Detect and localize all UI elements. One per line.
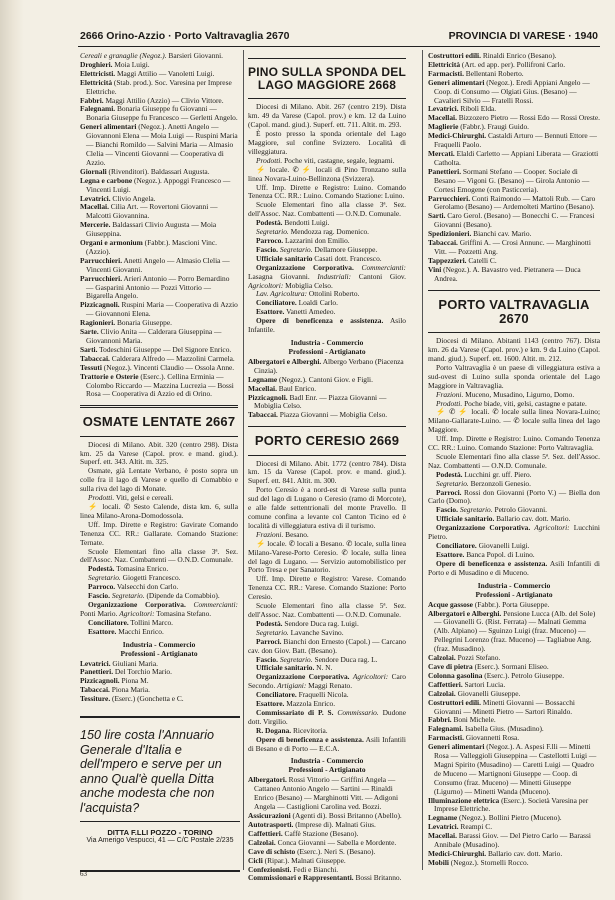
directory-entry: Sarte. Clivio Anita — Calderara Giuseppina — Giovannoni Maria. [80, 327, 222, 345]
directory-entry: Levatrici. Giuliani Maria. [80, 658, 158, 668]
directory-entry: Maglierie (Fabbr.). Fraugi Guido. [428, 122, 529, 132]
description-line: Podestà. Sendore Duca rag. Luigi. [256, 618, 359, 628]
section-heading-porto-ceresio [248, 426, 406, 455]
directory-entry: Costruttori edili. Minetti Giovanni — Bossacchi Giovanni — Minetti Pietro — Sartori Rinaldo. [428, 697, 575, 716]
section-title: OSMATE LENTATE 2667 [82, 414, 236, 430]
description-line: Conciliatore. Tollini Marco. [88, 617, 174, 627]
osmate-entries [80, 660, 238, 705]
directory-entry: Falegnami. Isabella Gius. (Musadino). [428, 724, 544, 734]
description-line: Parroco. Valsecchi don Carlo. [88, 582, 179, 592]
description-line: Scuole Elementari fino alla classe 3ª. Sez. dell'Assoc. Naz. Combattenti — O.N.D. Comunale. [80, 546, 238, 565]
description-line: Uff. Imp. Dirette e Registro: Gavirate Comando Tenenza CC. RR.: Gallarate. Comando Stazione: Ternate. [80, 519, 238, 547]
description-line: Organizzazione Corporativa. Commercianti: Lasagna Giovanni. Industriali: Cantoni Giov. Agricoltori: Mobiglia Celso. [248, 262, 406, 290]
azzio-entries [80, 52, 238, 399]
description-line: Porto Valtravaglia è un paese di villeggiatura estiva a sud-ovest di Luino sulla sponda orientale del Lago Maggiore in Valtravaglia. [428, 362, 600, 390]
directory-entry: Acque gassose (Fabbr.). Porta Giuseppe. [428, 599, 550, 609]
directory-entry: Sarti. Todeschini Giuseppe — Del Signore Enrico. [80, 344, 232, 354]
directory-entry: Farmacisti. Giovannetti Rosa. [428, 733, 520, 743]
description-line: Parroco. Lazzarini don Emilio. [256, 235, 350, 245]
directory-entry: Macellai. Bizzozero Pietro — Rossi Edo — Rossi Oreste. [428, 113, 600, 123]
industry-subheading: Industria - Commercio Professioni - Artigianato [288, 337, 366, 356]
porto-valtravaglia-entries [428, 601, 600, 868]
description-line: Osmate, già Lentate Verbano, è posto sopra un colle fra il lago di Varese e quello di Comabbio e sulla riva del lago di Monate. [80, 466, 238, 494]
ad-divider [80, 821, 240, 822]
directory-entry: Fabbri. Maggi Attilio (Azzio) — Clivio Vittore. [80, 95, 224, 105]
directory-entry: Commissionari e Rappresentanti. Bossi Britanno. [248, 873, 402, 882]
porto-ceresio-entries-cont [428, 52, 600, 284]
ad-address: Via Amerigo Vespucci, 41 — C/C Postale 2/235 [86, 837, 234, 844]
section-heading-pino [248, 58, 406, 99]
description-line: Organizzazione Corporativa. Agricoltori: Caro Secondo. Artigiani: Maggi Renato. [248, 672, 406, 691]
directory-entry: Generi alimentari (Negoz.). A. Aspesi F.lli — Minetti Rosa — Valleggioli Giuseppina — Castellotti Luigi — Magni Spirito (Musadino) — Caretti Luigi — Quadro de Muceno — Martignoni Giuseppe — Coop. di Consumo (fraz. Muceno) — Minetti Giuseppe (Ligurno) — Minetti Wanda (Muceno). [428, 742, 597, 796]
description-line: Frazioni. Besano. [256, 529, 309, 539]
page-number: 63 [80, 870, 87, 878]
directory-entry: Levatrici. Clivio Angela. [80, 193, 156, 203]
section-title: PINO SULLA SPONDA DEL LAGO MAGGIORE 2668 [248, 65, 406, 93]
directory-entry: Elettricisti. Maggi Attilio — Vanoletti Luigi. [80, 68, 215, 78]
running-header [80, 30, 598, 46]
description-line: R. Dogana. Ricevitoria. [256, 725, 328, 735]
osmate-description [80, 441, 238, 637]
directory-entry: Caffettieri. Sartori Lucia. [428, 679, 506, 689]
description-line: ⚡ locale. ✆ locali a Besano. ✆ locale, sulla linea Milano-Varese-Porto Ceresio. ✆ locale, sulla linea del lago di Lugano. — Servizio automobilistico per Porto Tresa e per Sanatorio. [248, 538, 406, 575]
directory-entry: Vini (Negoz.). A. Bavastro ved. Pietranera — Duca Andrea. [428, 264, 581, 283]
section-heading-osmate [80, 405, 238, 436]
directory-entry: Mercerie. Baldassari Clivio Augusta — Moia Giuseppina. [80, 220, 217, 239]
industry-subheading: Industria - Commercio Professioni - Artigianato [288, 756, 366, 775]
description-line: Esattore. Mazzola Enrico. [256, 699, 336, 709]
description-line: Opere di beneficenza e assistenza. Asili Infantili di Porto e di Musadino e di Muceno. [428, 558, 600, 577]
directory-entry: Assicurazioni (Agenti di). Bossi Britanno (Abello). [248, 811, 402, 821]
description-line: Diocesi di Milano. Abit. 267 (centro 219). Dista km. 49 da Varese (Capol. prov.) e km. 12 da Luino (Capol. mand. giud.). Superf. ett. 711. Altit. m. 293. [248, 102, 406, 130]
directory-entry: Legname (Negoz.). Bollini Pietro (Muceno). [428, 813, 562, 823]
description-line: Fascio. Segretario. Sendore Duca rag. L. [256, 654, 378, 664]
description-line: Diocesi di Milano. Abitanti 1143 (centro 767). Dista km. 26 da Varese (Capol. prov.) e km. 9 da Luino (Capol. mand. giud.). Superf. ett. 1600. Altit. m. 212. [428, 336, 600, 363]
directory-entry: Falegnami. Bonaria Giuseppe fu Giovanni — Bonaria Giuseppe fu Francesco — Gerletti Angelo. [80, 104, 238, 123]
description-line: Scuole Elementari fino alla classe 5ª. Sez. dell'Assoc. Naz. Combattenti — O.N.D. Comunale. [428, 451, 600, 470]
pino-entries [248, 358, 406, 420]
directory-entry: Parrucchieri. Conti Raimondo — Mattoli Rub. — Caro Gerolamo (Besano) — Ardemolteti Martino (Besano). [428, 193, 596, 212]
directory-entry: Mercati. Elaldi Carletto — Appiani Liberata — Graziotti Catholta. [428, 148, 599, 167]
column-divider [422, 50, 423, 870]
porto-valtravaglia-description [428, 337, 600, 577]
directory-entry: Generi alimentari (Negoz.). Eredi Appiani Angelo — Coop. di Consumo — Olgiati Gius. (Besano) — Cavalieri Silvio — Fratelli Rossi. [428, 77, 590, 105]
description-line: Uff. Imp. Dirette e Registro: Varese. Comando Tenenza CC. RR.: Varese. Comando Stazione: Porto Ceresio. [248, 574, 406, 602]
description-line: Segretario. Lavanche Savino. [256, 627, 344, 637]
description-line: Podestà. Bendotti Luigi. [256, 218, 330, 228]
directory-entry: Tabaccai. Griffini A. — Crosi Annunc. — Marghinotti Vitt. — Pozzetti Ang. [428, 238, 591, 256]
directory-entry: Parrucchieri. Anetti Angelo — Almasio Clelia — Vincenti Giovanni. [80, 255, 230, 274]
industry-subheading: Industria - Commercio Professioni - Artigianato [475, 580, 553, 599]
directory-entry: Tessiture. (Eserc.) (Gonchetta e C. [80, 694, 184, 704]
directory-entry: Illuminazione elettrica (Eserc.). Società Varesina per Imprese Elettriche. [428, 795, 589, 814]
description-line: Prodotti. Poche biade, viti, gelsi, castagne e patate. [436, 398, 587, 408]
description-line: Lav. Agricoltura: Ottolini Roberto. [256, 289, 360, 299]
directory-entry: Trattorie e Osterie (Eserc.). Cellina Erminia — Colombo Riccardo — Mazzina Lucrezia — Bossi Rosa — Cooperativa di Azzio ed di Orino. [80, 371, 234, 399]
description-line: Conciliatore. Giovanelli Luigi. [436, 541, 530, 550]
porto-ceresio-description [248, 460, 406, 754]
ad-firm-name: DITTA F.LLI POZZO - TORINO [107, 828, 213, 837]
directory-entry: Pizzicagnoli. Badl Enr. — Piazza Giovanni — Mobiglia Celso. [248, 392, 387, 411]
directory-entry: Calzolai. Giovanelli Giuseppe. [428, 688, 521, 698]
column-divider [243, 50, 244, 870]
directory-entry: Albergatori. Rossi Vittorio — Griffini Angela — Cattaneo Antonio Angelo — Sartini — Rinaldi Enrico (Besano) — Marghinotti Vitt. — Adigoni Angela — Castiglioni Carolina ved. Bozzi. [248, 775, 399, 812]
industry-subheading: Industria - Commercio Professioni - Artigianato [120, 639, 198, 658]
directory-entry: Farmacisti. Bellentani Roberto. [428, 68, 524, 78]
porto-ceresio-entries [248, 776, 406, 882]
directory-entry: Levatrici. Reampi C. [428, 822, 493, 832]
directory-entry: Caffettieri. Caffè Stazione (Besano). [248, 828, 359, 838]
description-line: È posto presso la sponda orientale del Lago Maggiore, sul confine Svizzero. Località di villeggiatura. [248, 129, 406, 156]
directory-entry: Panettieri. Del Torchio Mario. [80, 667, 172, 677]
directory-entry: Medici-Chirurghi. Castaldi Arturo — Bennuti Ettore — Fraquelli Paolo. [428, 131, 597, 150]
description-line: Organizzazione Corporativa. Agricoltori: Lucchini Pietro. [428, 523, 600, 542]
directory-entry: Fabbri. Boni Michele. [428, 715, 496, 725]
description-line: Fascio. Segretario. Dellamore Giuseppe. [256, 244, 378, 254]
directory-entry: Panettieri. Sormani Stefano — Cooper. Sociale di Besano — Vigoni G. (Besano) — Girola Antonio — Cortesi Emogene (con Pasticceria). [428, 166, 590, 194]
description-line: Ufficiale sanitario. Ballario cav. dott. Mario. [436, 514, 571, 524]
description-line: Scuole Elementari fino alla classe 5ª. Sez. dell'Assoc. Naz. Combattenti — O.N.D. Comunale. [248, 601, 406, 619]
ad-text: 150 lire costa l'Annuario Generale d'Italia e dell'mpero e serve per un anno Qual'è quella Ditta anche modesta che non l'acquista? [80, 728, 222, 815]
directory-entry: Confezionisti. Fedi e Bianchi. [248, 864, 339, 874]
description-line: Fascio. Segretario. Petrolo Giovanni. [436, 505, 548, 515]
directory-entry: Tabaccai. Piazza Giovanni — Mobiglia Celso. [248, 410, 388, 420]
directory-entry: Colonna gasolina (Eserc.). Petrolo Giuseppe. [428, 670, 565, 680]
description-line: Organizzazione Corporativa. Commercianti: Ponti Mario. Agricoltori: Tomasina Stefano. [80, 599, 238, 618]
directory-entry: Cave di schisto (Eserc.). Neri S. (Besano). [248, 846, 376, 856]
directory-entry: Legna e carbone (Negoz.). Appoggi Francesco — Vincenti Luigi. [80, 175, 231, 194]
description-line: Frazioni. Muceno, Musadino, Ligurno, Domo. [436, 389, 575, 399]
description-line: Uff. Imp. Dirette e Registro: Luino. Comando Tenenza CC. RR.: Luino. Comando Stazione: Luino. [248, 182, 406, 201]
description-line: Podestà. Lucchini gr. uff. Piero. [436, 469, 532, 479]
section-heading-porto-valtravaglia [428, 290, 600, 334]
directory-entry: Droghieri. Moia Luigi. [80, 59, 150, 69]
description-line: Segretario. Mendozza rag. Domenico. [256, 227, 370, 237]
directory-entry: Tabaccai. Calderara Alfredo — Mazzolini Carmela. [80, 353, 235, 363]
directory-entry: Parrucchieri. Arieri Antonio — Porro Bernardino — Gasparini Antonio — Pozzi Vittorio — Bigarella Angelo. [80, 273, 230, 301]
directory-entry: Albergatori e Alberghi. Albergo Verbano (Piacenza Cinzia). [248, 356, 404, 375]
description-line: ⚡ locali. ✆ Sesto Calende, dista km. 6, sulla linea Milano-Arona-Domodossola. [80, 501, 238, 520]
directory-entry: Albergatori e Alberghi. Pensione Lucca (Alb. del Sole) — Giovanelli G. (Rist. Ferrata) — Malnati Gemma (Alb. Alpiano) — Sguinzo Luigi (fraz. Muceno) — Pellegrini Lorenzo (fraz. Muceno) — Tagliabue Ang. (fraz. Musadino). [428, 608, 596, 654]
directory-entry: Mobili (Negoz.). Stornelli Rocco. [428, 857, 529, 867]
directory-entry: Pizzicagnoli. Piona M. [80, 676, 149, 686]
section-title: PORTO VALTRAVAGLIA 2670 [438, 296, 590, 326]
directory-entry: Giornali (Rivenditori). Baldassari Augusta. [80, 166, 210, 176]
description-line: Uff. Imp. Dirette e Registro: Luino. Comando Tenenza CC. RR.: Luino. Comando Stazione: Porto Valtravaglia. [428, 434, 600, 453]
description-line: Porto Ceresio è a nord-est di Varese sulla punta sud del lago di Lugano o Ceresio (ramo di Morcote), e alle falde settentrionali del monte Pravello. Il comune confina a levante col Canton Ticino ed è località di villeggiatura estiva di il turismo. [248, 485, 406, 530]
description-line: Segretario. Giogetti Francesco. [88, 573, 181, 583]
directory-entry: Pizzicagnoli. Ruspini Maria — Cooperativa di Azzio — Giovannoni Elena. [80, 300, 238, 319]
pino-description [248, 103, 406, 335]
directory-entry: Generi alimentari (Negoz.). Anetti Angelo — Giovannoni Elena — Moia Luigi — Ruspini Maria — Bianchi Romildo — Salvini Maria — Almasio Clelia — Vincenti Giovanni — Cooperativa di Azzio. [80, 122, 238, 167]
directory-entry: Medici-Chirurghi. Ballario cav. dott. Mario. [428, 849, 563, 858]
section-title: PORTO CERESIO 2669 [254, 433, 400, 449]
advertisement-box [80, 716, 240, 872]
description-line: Podestà. Tomasina Enrico. [88, 564, 169, 574]
description-line: Ufficiale sanitario. N. N. [256, 663, 333, 673]
description-line: ⚡ ✆ ⚡ locali. ✆ locale sulla linea Novara-Luino; Milano-Gallarate-Luino. — ✆ locale sulla linea del lago Maggiore. [428, 407, 600, 435]
description-line: Conciliatore. Loaldi Carlo. [256, 298, 338, 308]
description-line: Segretario. Berzonzoli Genesio. [436, 478, 531, 488]
description-line: Opere di beneficenza e assistenza. Asili Infantili di Besano e di Porto — E.C.A. [248, 734, 406, 753]
directory-entry: Macellai. Baul Enrico. [248, 383, 317, 393]
directory-entry: Ragionieri. Bonaria Giuseppe. [80, 318, 172, 328]
description-line: Esattore. Macchi Enrico. [88, 626, 164, 636]
description-line: ⚡ locale. ✆ ⚡ locali di Pino Tronzano sulla linea Novara-Luino-Bellinzona (Svizzera). [248, 164, 406, 183]
description-line: Commissariato di P. S. Commissario. Dudone dott. Virgilio. [248, 707, 406, 726]
directory-entry: Cicli (Ripar.). Malnati Giuseppe. [248, 855, 346, 865]
column-right [428, 52, 600, 882]
directory-entry: Calzolai. Conca Giovanni — Sabella e Mordente. [248, 837, 397, 847]
directory-entry: Tappezzieri. Catelli C. [428, 255, 497, 265]
header-rule [78, 46, 600, 47]
description-line: Prodotti. Viti, gelsi e cereali. [88, 493, 174, 503]
description-line: Conciliatore. Fraquelli Nicola. [256, 690, 349, 700]
description-line: Diocesi di Milano. Abit. 320 (centro 298). Dista km. 25 da Varese (Capol. prov. e mand. giud.). Superf. ett. 343. Altit. m. 325. [80, 439, 238, 467]
description-line: Fascio. Segretario. (Dipende da Comabbio). [88, 591, 220, 601]
description-line: Ufficiale sanitario Casati dott. Francesco. [256, 253, 382, 263]
description-line: Esattore. Vanetti Amedeo. [256, 307, 336, 317]
directory-entry: Levatrici. Ribolì Elda. [428, 104, 497, 114]
page-binding-shadow [0, 0, 24, 900]
directory-entry: Macellai. Barassi Giov. — Del Pietro Carlo — Barassi Annibale (Musadino). [428, 831, 591, 850]
directory-entry: Tabaccai. Piona Maria. [80, 685, 150, 695]
directory-entry: Spedizionieri. Bianchi cav. Mario. [428, 229, 532, 239]
description-line: Esattore. Banca Popol. di Luino. [436, 549, 535, 559]
directory-entry: Legname (Negoz.). Cantoni Giov. e Figli. [248, 374, 373, 384]
directory-entry: Sarti. Caro Gerol. (Besano) — Bonecchi C. — Francesi Giovanni (Besano). [428, 211, 595, 230]
description-line: Diocesi di Milano. Abit. 1772 (centro 784). Dista km. 15 da Varese (Capol. prov. e mand. giud.). Superf. ett. 841. Altit. m. 300. [248, 458, 406, 486]
directory-entry: Cereali e granaglie (Negoz.). Barsieri Giovanni. [80, 52, 224, 60]
directory-entry: Calzolai. Pozzi Stefano. [428, 653, 501, 663]
directory-entry: Organi e armonium (Fabbr.). Mascioni Vinc. (Azzio). [80, 238, 217, 256]
description-line: Parroci. Bianchi don Ernesto (Capol.) — Carcano cav. don Giov. Batt. (Besano). [248, 636, 406, 655]
directory-entry: Autotrasporti. (Imprese di). Malnati Gius. [248, 820, 376, 830]
directory-entry: Elettricità (Art. ed app. per). Pollifroni Carlo. [428, 59, 566, 69]
directory-entry: Cave di pietra (Eserc.). Sormani Eliseo. [428, 661, 549, 671]
column-middle [248, 52, 406, 882]
description-line: Scuole Elementari fino alla classe 3ª. Sez. dell'Assoc. Naz. Combattenti — O.N.D. Comunale. [248, 200, 406, 219]
directory-entry: Elettricità (Stab. prod.). Soc. Varesina per Imprese Elettriche. [80, 77, 232, 96]
directory-entry: Tessuti (Negoz.). Vincenti Claudio — Ossola Anne. [80, 362, 235, 372]
description-line: Opere di beneficenza e assistenza. Asilo Infantile. [248, 316, 406, 335]
description-line: Parroci. Rossi don Giovanni (Porto V.) — Biella don Carlo (Domo). [428, 487, 600, 506]
directory-entry: Macellai. Cilia Art. — Rovertoni Giovanni — Malcotti Giovannina. [80, 202, 218, 221]
directory-entry: Costruttori edili. Rinaldi Enrico (Besano). [428, 52, 557, 60]
header-right: PROVINCIA DI VARESE · 1940 [448, 30, 598, 42]
header-left: 2666 Orino-Azzio · Porto Valtravaglia 2670 [80, 30, 290, 42]
description-line: Prodotti. Poche viti, castagne, segale, legnami. [256, 155, 395, 165]
